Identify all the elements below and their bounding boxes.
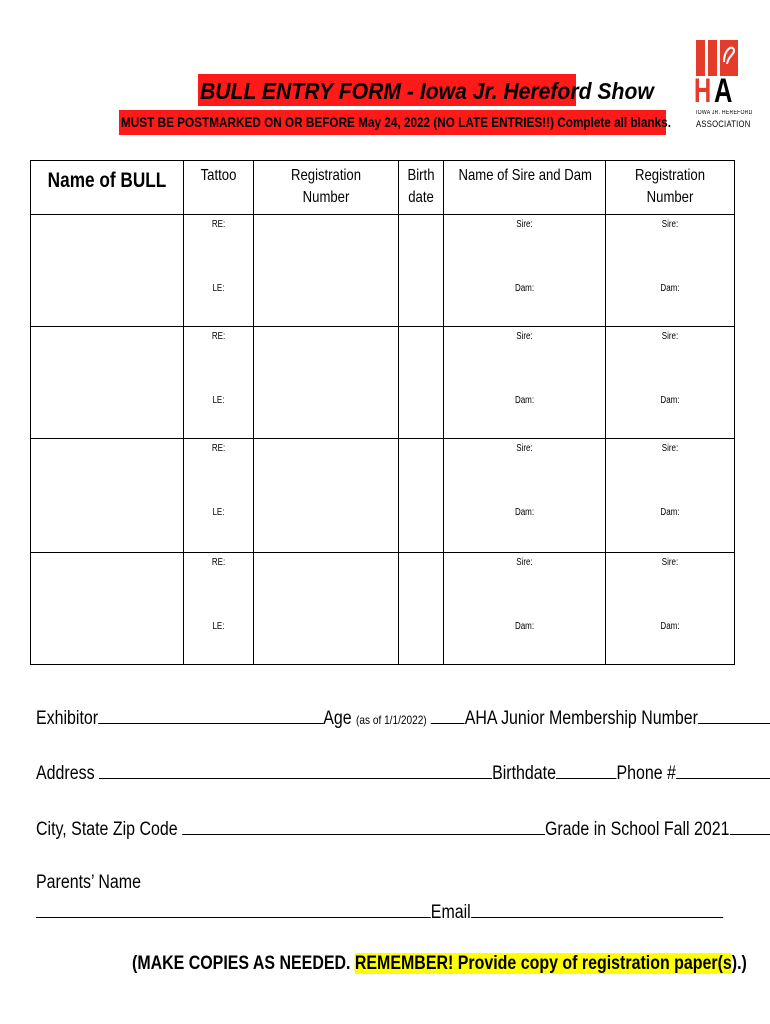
exhibitor-line	[36, 706, 770, 730]
logo-bar-left	[696, 40, 705, 76]
membership-label: AHA Junior Membership Number	[464, 708, 698, 729]
tattoo-cell[interactable]: RE: LE:	[184, 439, 254, 553]
form-title-text: BULL ENTRY FORM - Iowa Jr. Hereford Show	[200, 78, 654, 104]
grade-label: Grade in School Fall 2021	[544, 819, 730, 840]
logo-text-line2: ASSOCIATION	[696, 119, 751, 129]
city-field[interactable]	[182, 817, 545, 835]
phone-field[interactable]	[676, 761, 770, 779]
tattoo-cell[interactable]: RE: LE:	[184, 215, 254, 327]
exhibitor-field[interactable]	[98, 706, 323, 724]
bull-name-cell[interactable]	[31, 327, 184, 439]
email-label: Email	[430, 902, 471, 923]
logo-bar-middle	[708, 40, 717, 76]
age-label: Age	[323, 708, 352, 729]
table-row	[31, 215, 735, 327]
registration-cell[interactable]	[254, 215, 399, 327]
registration-cell[interactable]	[254, 439, 399, 553]
sire-dam-cell[interactable]: Sire: Dam:	[444, 327, 606, 439]
logo-brand-icon	[718, 40, 738, 76]
header-tattoo: Tattoo	[184, 161, 254, 215]
sire-dam-registration-cell[interactable]: Sire: Dam:	[606, 215, 735, 327]
city-label: City, State Zip Code	[36, 819, 178, 840]
sire-dam-registration-cell[interactable]: Sire: Dam:	[606, 439, 735, 553]
header-birth-date: Birth date	[399, 161, 444, 215]
birthdate-label: Birthdate	[492, 763, 556, 784]
header-registration-number-2: Registration Number	[606, 161, 735, 215]
header-sire-dam: Name of Sire and Dam	[444, 161, 606, 215]
registration-cell[interactable]	[254, 553, 399, 665]
birthdate-cell[interactable]	[399, 215, 444, 327]
address-label: Address	[36, 763, 95, 784]
bull-name-cell[interactable]	[31, 553, 184, 665]
logo-letter-a: A	[714, 72, 733, 110]
bull-name-cell[interactable]	[31, 439, 184, 553]
bull-entry-table	[30, 160, 735, 665]
address-field[interactable]	[99, 761, 492, 779]
phone-label: Phone #	[616, 763, 676, 784]
header-name-of-bull: Name of BULL	[31, 161, 184, 215]
sire-dam-cell[interactable]: Sire: Dam:	[444, 215, 606, 327]
birthdate-cell[interactable]	[399, 439, 444, 553]
header-registration-number: Registration Number	[254, 161, 399, 215]
table-row	[31, 327, 735, 439]
age-field[interactable]	[431, 706, 465, 724]
form-deadline-banner	[119, 110, 671, 135]
tattoo-cell[interactable]: RE: LE:	[184, 327, 254, 439]
membership-field[interactable]	[698, 706, 770, 724]
age-note: (as of 1/1/2022)	[356, 713, 427, 727]
footer-text-end: ).)	[731, 953, 747, 974]
exhibitor-label: Exhibitor	[36, 708, 99, 729]
city-line	[36, 817, 770, 841]
footer-highlight: REMEMBER! Provide copy of registration paper(s	[354, 953, 732, 974]
table-header-row	[31, 161, 735, 215]
parents-label: Parents’ Name	[36, 872, 141, 893]
logo-text-line1: IOWA JR. HEREFORD	[696, 110, 753, 116]
address-line	[36, 761, 770, 785]
table-row	[31, 439, 735, 553]
iha-logo	[694, 40, 753, 132]
form-deadline-text: MUST BE POSTMARKED ON OR BEFORE May 24, 2022 (NO LATE ENTRIES!!) Complete all blanks.	[121, 114, 671, 130]
email-field[interactable]	[471, 900, 723, 918]
table-row	[31, 553, 735, 665]
grade-field[interactable]	[729, 817, 770, 835]
logo-letter-h: H	[694, 72, 712, 110]
form-title	[198, 74, 654, 106]
sire-dam-cell[interactable]: Sire: Dam:	[444, 439, 606, 553]
tattoo-cell[interactable]: RE: LE:	[184, 553, 254, 665]
birthdate-cell[interactable]	[399, 553, 444, 665]
registration-cell[interactable]	[254, 327, 399, 439]
sire-dam-registration-cell[interactable]: Sire: Dam:	[606, 553, 735, 665]
footer-text-start: (MAKE COPIES AS NEEDED.	[132, 953, 355, 974]
birthdate-field[interactable]	[556, 761, 616, 779]
copies-reminder	[132, 953, 747, 975]
sire-dam-cell[interactable]: Sire: Dam:	[444, 553, 606, 665]
parents-name-field[interactable]	[36, 900, 431, 918]
sire-dam-registration-cell[interactable]: Sire: Dam:	[606, 327, 735, 439]
parents-email-line	[36, 900, 723, 924]
birthdate-cell[interactable]	[399, 327, 444, 439]
bull-name-cell[interactable]	[31, 215, 184, 327]
